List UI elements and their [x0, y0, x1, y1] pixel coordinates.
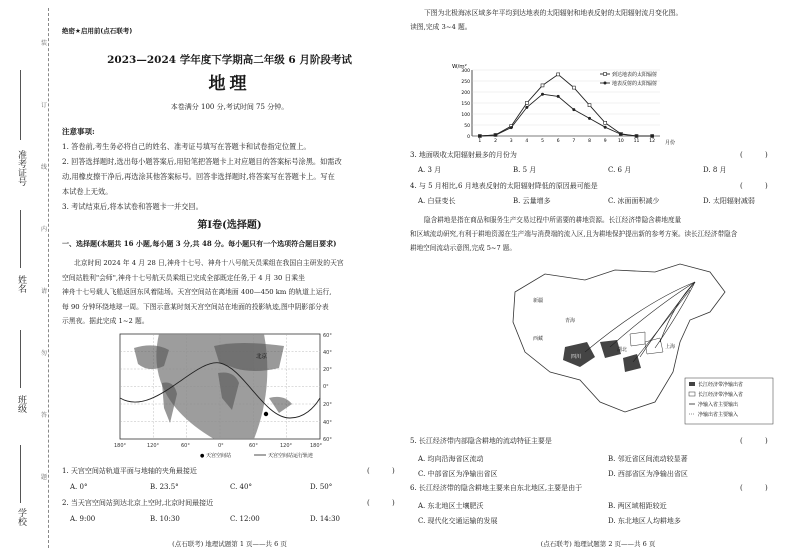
x-tick-label: 3	[509, 139, 513, 144]
lat-label: 20°	[323, 367, 332, 373]
x-tick-label: 1	[478, 139, 482, 144]
page-2	[410, 0, 786, 557]
answer-paren[interactable]: ( )	[740, 484, 778, 492]
section-note: 一、选择题(本题共 16 小题,每小题 3 分,共 48 分。每小题只有一个选项符合题目要求)	[62, 239, 337, 248]
binding-char: 请	[41, 288, 48, 295]
y-tick-label: 150	[461, 101, 470, 107]
legend-item: 净输出省主要输入	[698, 412, 739, 418]
legend-track: 天宫空间站运行轨迹	[268, 453, 314, 459]
binding-strip	[0, 0, 60, 557]
answer-paren[interactable]: ( )	[740, 151, 778, 159]
data-point	[604, 126, 607, 129]
binding-char: 内	[41, 226, 48, 233]
data-point	[651, 135, 654, 138]
y-tick-label: 100	[461, 112, 470, 118]
lon-label: 180°	[114, 443, 127, 449]
class-label: 班级	[16, 395, 26, 413]
chart-xticks	[478, 138, 655, 144]
section-title: 第Ⅰ卷(选择题)	[197, 220, 262, 231]
question-6-options	[418, 499, 778, 529]
class-field[interactable]	[20, 330, 21, 388]
fold-line	[48, 8, 49, 548]
question-stem: 6. 长江经济带的隐含耕地主要来自东北地区,主要是由于	[410, 484, 583, 492]
option[interactable]: D. 东北地区人均耕地多	[608, 517, 681, 525]
option[interactable]: A. 3 月	[418, 166, 442, 174]
lon-label: 120°	[147, 443, 160, 449]
province-label: 青海	[565, 318, 576, 324]
intro-line: 下图为北极海冰区域多年平均到达地表的太阳辐射和地表反射的太阳辐射流月变化图。	[424, 9, 683, 17]
province-label: 新疆	[533, 298, 544, 304]
question-2	[62, 499, 405, 508]
note-item: 1. 答卷前,考生务必将自己的姓名、准考证号填写在答题卡和试卷指定位置上。	[62, 142, 311, 151]
binding-char: 装	[41, 40, 48, 47]
x-tick-label: 9	[603, 139, 607, 144]
option[interactable]: B. 云量增多	[513, 197, 551, 205]
data-point	[572, 86, 575, 89]
notes-list	[62, 139, 397, 214]
question-stem: 2. 当天宫空间站到达北京上空时,北京时间最接近	[62, 499, 214, 507]
binding-char: 题	[41, 474, 48, 481]
lat-label: 60°	[323, 333, 332, 339]
exam-no-field[interactable]	[20, 70, 21, 140]
province-label: 西藏	[533, 336, 544, 342]
option[interactable]: B. 邻近省区间流动较显著	[608, 455, 688, 463]
answer-paren[interactable]: ( )	[367, 499, 405, 507]
question-6	[410, 484, 786, 493]
x-tick-label: 12	[649, 139, 656, 144]
passage-line: 每 90 分钟环绕地球一周。下图示意某时刻天宫空间站在地面的投影轨迹,图中阴影部分表	[62, 302, 329, 311]
option[interactable]: B. 5 月	[513, 166, 537, 174]
name-field[interactable]	[20, 210, 21, 268]
province-label: 湖北	[617, 347, 628, 353]
passage-1	[62, 256, 397, 329]
note-item: 3. 考试结束后,将本试卷和答题卡一并交回。	[62, 202, 203, 211]
data-point	[541, 93, 544, 96]
y-tick-label: 0	[467, 134, 470, 140]
school-field[interactable]	[20, 445, 21, 503]
option[interactable]: D. 50°	[310, 483, 333, 491]
option[interactable]: C. 冰面面积减少	[608, 197, 660, 205]
option[interactable]: C. 40°	[230, 483, 252, 491]
answer-paren[interactable]: ( )	[740, 182, 778, 190]
passage-line: 空间站胜利"会师",神舟十七号航天员乘组已完成全部既定任务,于 4 月 30 日乘坐	[62, 273, 305, 282]
answer-paren[interactable]: ( )	[740, 437, 778, 445]
lat-label: 60°	[323, 437, 332, 443]
binding-char: 线	[41, 164, 48, 171]
province-label: 上海	[665, 344, 676, 350]
data-point	[525, 102, 528, 105]
china-flow-map	[505, 262, 775, 434]
subject-title: 地理	[208, 74, 251, 94]
lat-label: 40°	[323, 350, 332, 356]
option[interactable]: B. 10:30	[150, 515, 180, 523]
exam-title: 2023—2024 学年度下学期高二年级 6 月阶段考试	[107, 54, 352, 66]
lat-label: 40°	[323, 420, 332, 426]
x-tick-label: 7	[572, 139, 576, 144]
answer-paren[interactable]: ( )	[367, 467, 405, 475]
data-point	[635, 135, 638, 138]
score-note: 本卷满分 100 分,考试时间 75 分钟。	[170, 103, 289, 111]
question-4	[410, 182, 786, 191]
lon-label: 60°	[181, 443, 190, 449]
lat-labels	[323, 333, 332, 443]
exam-no-label: 准考证号	[16, 150, 26, 186]
binding-char: 答	[41, 412, 48, 419]
x-tick-label: 4	[525, 139, 529, 144]
passage-line: 和区域流动研究,有利于耕地资源在生产端与消费端的流入区,且为耕地保护提出新的参考方案。读长江经济带隐含	[410, 230, 738, 238]
chart-yticks	[461, 68, 470, 140]
radiation-chart	[450, 60, 690, 150]
data-point	[557, 73, 560, 76]
page-footer: (点石联考) 地理试题第 1 页——共 6 页	[172, 540, 287, 548]
station-dot	[264, 412, 268, 416]
data-point	[510, 126, 513, 129]
question-stem: 1. 天宫空间站轨道平面与地轴的夹角最接近	[62, 467, 197, 475]
question-3	[410, 151, 786, 160]
data-point	[557, 95, 560, 98]
option[interactable]: B. 两区域相距较近	[608, 502, 667, 510]
legend-reflect: 地表反射的太阳辐射	[612, 81, 658, 87]
school-label: 学校	[16, 508, 26, 526]
data-point	[525, 106, 528, 109]
option[interactable]: D. 14:30	[310, 515, 340, 523]
x-tick-label: 10	[617, 139, 624, 144]
page-footer: (点石联考) 地理试题第 2 页——共 6 页	[540, 540, 656, 548]
data-point	[541, 84, 544, 87]
option[interactable]: C. 12:00	[230, 515, 260, 523]
data-point	[588, 117, 591, 120]
beijing-label: 北京	[256, 354, 268, 360]
note-item: 2. 回答选择题时,选出每小题答案后,用铅笔把答题卡上对应题目的答案标号涂黑。如需改	[62, 157, 342, 166]
x-tick-label: 6	[556, 139, 560, 144]
option[interactable]: C. 6 月	[608, 166, 632, 174]
passage-line: 耕地空间流动示意图,完成 5~7 题。	[410, 244, 516, 252]
option[interactable]: A. 白昼变长	[418, 197, 456, 205]
province-label: 四川	[571, 354, 582, 360]
lat-label: 0°	[323, 384, 329, 390]
binding-char: 勿	[41, 350, 48, 357]
passage-line: 北京时间 2024 年 4 月 28 日,神舟十七号、神舟十八号航天员乘组在我国自主研发的天宫	[74, 259, 344, 267]
series-line	[480, 94, 652, 136]
lon-labels	[114, 443, 323, 449]
option[interactable]: D. 太阳辐射减弱	[703, 197, 755, 205]
question-5-options	[418, 452, 778, 480]
world-orbit-map	[114, 328, 344, 463]
option[interactable]: C. 中部省区为净输出省区	[418, 470, 498, 478]
data-point	[588, 104, 591, 107]
lon-label: 0°	[218, 443, 224, 449]
lon-label: 60°	[249, 443, 258, 449]
note-item: 本试卷上无效。	[62, 187, 113, 196]
data-point	[478, 135, 481, 138]
y-tick-label: 200	[461, 90, 470, 96]
option[interactable]: A. 东北地区土壤肥沃	[418, 502, 484, 510]
question-stem: 4. 与 5 月相比,6 月地表反射的太阳辐射降低的原因最可能是	[410, 182, 598, 190]
lat-label: 20°	[323, 402, 332, 408]
question-5	[410, 437, 786, 446]
binding-char: 订	[41, 102, 48, 109]
legend-item: 长江经济带净输入省	[698, 392, 744, 398]
name-label: 姓名	[16, 275, 26, 293]
option[interactable]: D. 西部省区为净输出省区	[608, 470, 688, 478]
x-tick-label: 2	[494, 139, 497, 144]
x-tick-label: 5	[541, 139, 544, 144]
secret-label: 绝密★启用前(点石联考)	[62, 27, 133, 35]
option[interactable]: A. 均向沿海省区流动	[418, 455, 484, 463]
passage-line: 示黑夜。据此完成 1~2 题。	[62, 317, 149, 325]
option[interactable]: D. 8 月	[703, 166, 727, 174]
y-tick-label: 250	[461, 79, 470, 85]
x-tick-label: 11	[633, 139, 640, 144]
passage-2	[410, 213, 786, 255]
data-point	[572, 108, 575, 111]
legend-arrive: 到达地表的太阳辐射	[612, 72, 658, 78]
lon-label: 180°	[310, 443, 323, 449]
option[interactable]: A. 0°	[70, 483, 88, 491]
y-tick-label: 50	[464, 123, 470, 129]
page-1	[62, 0, 405, 557]
note-item: 动,用橡皮擦干净后,再选涂其他答案标号。回答非选择题时,将答案写在答题卡上。写在	[62, 172, 335, 181]
notes-title: 注意事项:	[62, 127, 95, 136]
data-point	[619, 133, 622, 136]
option[interactable]: A. 9:00	[70, 515, 96, 523]
question-1	[62, 467, 405, 476]
x-tick-label: 8	[588, 139, 591, 144]
chart-legend	[600, 71, 657, 87]
option[interactable]: C. 现代化交通运输的发展	[418, 517, 498, 525]
lon-label: 120°	[280, 443, 293, 449]
chart-intro	[410, 6, 786, 34]
legend-item: 长江经济带净输出省	[698, 382, 744, 388]
legend-station: ● 天宫空间站	[200, 453, 231, 459]
data-point	[604, 121, 607, 124]
map-legend	[685, 378, 773, 424]
passage-line: 隐含耕地是指在商品和服务生产交易过程中所需要的耕地资源。长江经济带隐含耕地度量	[424, 216, 682, 224]
intro-line: 读图,完成 3~4 题。	[410, 23, 472, 31]
y-tick-label: 300	[461, 68, 470, 74]
passage-line: 神舟十七号载人飞船返回东风着陆场。天宫空间站在离地面 400—450 km 的轨道上运行,	[62, 288, 332, 296]
legend-item: 净输入省主要输出	[698, 402, 739, 408]
question-stem: 5. 长江经济带内部隐含耕地的流动特征主要是	[410, 437, 552, 445]
data-point	[494, 134, 497, 137]
option[interactable]: B. 23.5°	[150, 483, 179, 491]
question-stem: 3. 地面吸收太阳辐射最多的月份为	[410, 151, 517, 159]
chart-ylabel: W/m²	[452, 64, 467, 70]
chart-xlabel: 月份	[665, 140, 676, 146]
